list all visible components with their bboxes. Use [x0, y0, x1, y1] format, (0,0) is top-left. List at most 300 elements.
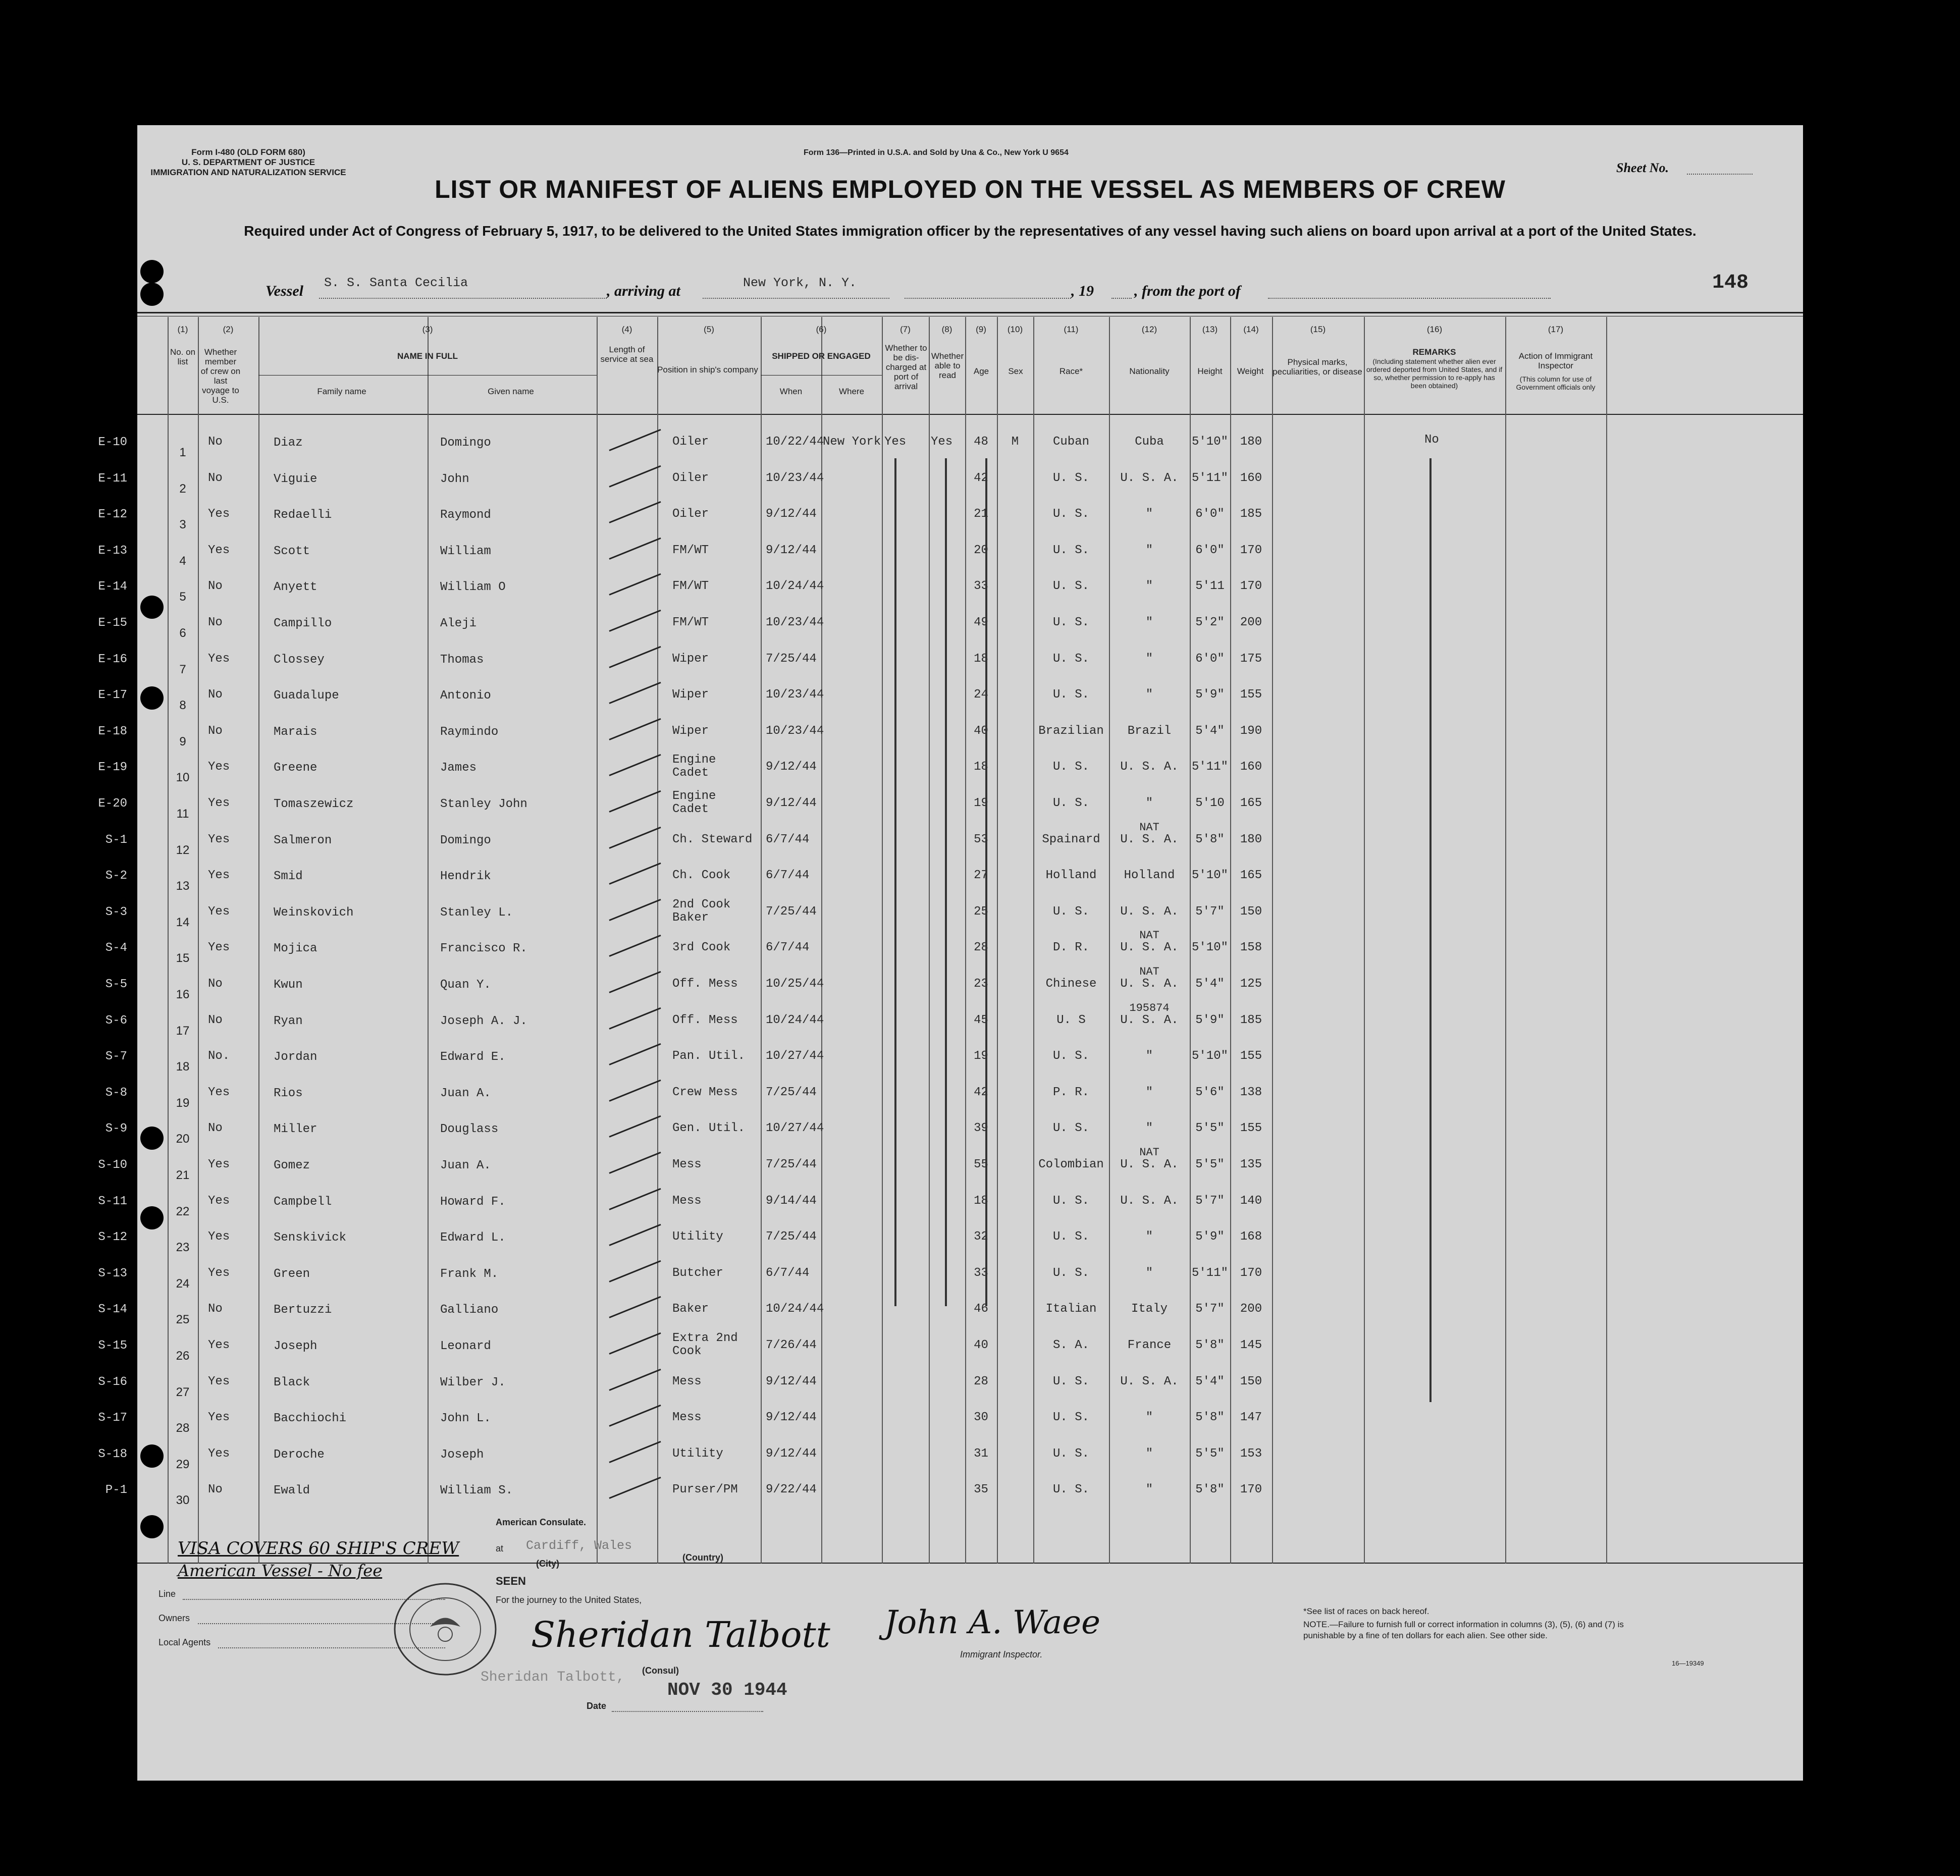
- row-last-voyage: Yes: [208, 1374, 230, 1388]
- row-given-name: Stanley John: [440, 797, 527, 811]
- row-margin-code: S-3: [105, 905, 127, 919]
- row-weight: 160: [1240, 760, 1262, 774]
- row-race: U. S.: [1052, 1374, 1089, 1388]
- service-tick-mark: [609, 1188, 661, 1210]
- arriving-label: , arriving at: [607, 283, 680, 299]
- row-last-voyage: No: [208, 435, 223, 449]
- row-shipped-when: 7/25/44: [766, 1085, 817, 1099]
- row-shipped-when: 7/25/44: [766, 904, 817, 919]
- col-member-last-voyage: Whether member of crew on last voyage to U.S.: [200, 347, 241, 405]
- row-position: FM/WT: [672, 616, 709, 629]
- row-weight: 165: [1240, 869, 1262, 883]
- row-nationality: U. S. A.: [1120, 941, 1179, 955]
- column-number: (13): [1202, 325, 1218, 334]
- row-last-voyage: Yes: [208, 1338, 230, 1352]
- row-position: Purser/PM: [672, 1483, 738, 1497]
- row-height: 5'10": [1191, 869, 1228, 883]
- row-race: U. S.: [1052, 1266, 1089, 1280]
- row-given-name: Antonio: [440, 689, 491, 703]
- row-last-voyage: No: [208, 1483, 223, 1497]
- row-given-name: Edward E.: [440, 1050, 506, 1064]
- row-number: 14: [176, 915, 190, 929]
- row-last-voyage: Yes: [208, 652, 230, 666]
- row-last-voyage: Yes: [208, 832, 230, 846]
- column-number: (12): [1141, 325, 1157, 334]
- row-number: 30: [176, 1493, 190, 1508]
- column-number: (15): [1310, 325, 1326, 334]
- row-number: 2: [179, 481, 186, 496]
- row-height: 5'7": [1195, 1302, 1225, 1316]
- row-number: 29: [176, 1457, 190, 1471]
- col-length-service: Length of service at sea: [600, 345, 654, 364]
- row-age: 40: [974, 1338, 988, 1352]
- row-weight: 180: [1240, 832, 1262, 846]
- service-tick-mark: [609, 1405, 661, 1427]
- row-number: 7: [179, 662, 186, 676]
- row-height: 6'0": [1195, 507, 1225, 521]
- row-margin-code: E-18: [98, 724, 127, 738]
- row-shipped-when: 10/25/44: [766, 977, 824, 991]
- row-age: 48: [974, 435, 988, 449]
- column-divider: [821, 317, 822, 1564]
- row-age: 53: [974, 832, 988, 846]
- row-family-name: Tomaszewicz: [274, 797, 354, 811]
- row-nationality: ": [1145, 1085, 1153, 1099]
- row-nationality: Italy: [1131, 1302, 1168, 1316]
- row-height: 5'10: [1195, 796, 1225, 810]
- service-tick-mark: [609, 1152, 661, 1174]
- column-divider: [258, 317, 259, 1564]
- form-identifier: [137, 147, 359, 178]
- col-action-inspector: Action of Immigrant Inspector: [1518, 351, 1593, 370]
- row-nationality: U. S. A.: [1120, 977, 1179, 991]
- row-weight: 147: [1240, 1411, 1262, 1425]
- service-tick-mark: [609, 826, 661, 848]
- row-shipped-when: 6/7/44: [766, 869, 810, 883]
- row-given-name: Galliano: [440, 1303, 499, 1317]
- document-title: LIST OR MANIFEST OF ALIENS EMPLOYED ON THE VESSEL AS MEMBERS OF CREW: [435, 175, 1506, 203]
- row-given-name: Domingo: [440, 833, 491, 847]
- col-age: Age: [973, 366, 989, 376]
- service-name: IMMIGRATION AND NATURALIZATION SERVICE: [150, 168, 346, 177]
- row-last-voyage: Yes: [208, 1446, 230, 1461]
- row-last-voyage: Yes: [208, 1085, 230, 1099]
- service-tick-mark: [609, 429, 661, 451]
- row-weight: 185: [1240, 1013, 1262, 1027]
- row-nationality: ": [1145, 1121, 1153, 1136]
- row-height: 5'4": [1195, 977, 1225, 991]
- row-family-name: Greene: [274, 761, 317, 775]
- ditto-line: [894, 458, 896, 1306]
- penalty-note: NOTE.—Failure to furnish full or correct information in columns (3), (5), (6) and (7) is punishable by a fine of ten dollars for each alien. See other side.: [1303, 1620, 1624, 1640]
- punch-hole: [140, 1206, 164, 1229]
- row-family-name: Scott: [274, 544, 310, 558]
- ditto-line: [1429, 458, 1432, 1402]
- row-position: Pan. Util.: [672, 1049, 746, 1063]
- row-height: 5'8": [1195, 1338, 1225, 1352]
- row-number: 25: [176, 1313, 190, 1327]
- name-subheader-rule: [258, 375, 597, 376]
- row-number: 22: [176, 1204, 190, 1218]
- row-given-name: Hendrik: [440, 870, 491, 884]
- row-margin-code: P-1: [105, 1483, 127, 1497]
- row-race: U. S.: [1052, 1049, 1089, 1063]
- row-height: 5'4": [1195, 1374, 1225, 1388]
- row-nationality: U. S. A.: [1120, 1374, 1179, 1388]
- row-shipped-when: 9/12/44: [766, 507, 817, 521]
- row-weight: 153: [1240, 1446, 1262, 1461]
- row-nationality: ": [1145, 1266, 1153, 1280]
- row-race: Italian: [1045, 1302, 1097, 1316]
- col-remarks: REMARKS: [1412, 347, 1456, 357]
- row-given-name: John L.: [440, 1412, 491, 1426]
- service-tick-mark: [609, 1441, 661, 1463]
- row-family-name: Weinskovich: [274, 905, 354, 920]
- column-number: (3): [422, 325, 433, 334]
- row-remarks: No: [1424, 433, 1439, 447]
- row-weight: 190: [1240, 724, 1262, 738]
- row-nationality: ": [1145, 652, 1153, 666]
- row-family-name: Redaelli: [274, 508, 332, 522]
- row-given-name: Aleji: [440, 617, 477, 630]
- row-position: Oiler: [672, 435, 709, 449]
- row-nationality-note: NAT: [1139, 821, 1159, 834]
- row-nationality: Cuba: [1135, 435, 1164, 449]
- row-race: Spainard: [1042, 832, 1100, 846]
- row-age: 40: [974, 724, 988, 738]
- column-divider: [761, 317, 762, 1564]
- inspector-label: Immigrant Inspector.: [960, 1649, 1043, 1659]
- punch-hole: [140, 260, 164, 283]
- row-shipped-when: 9/12/44: [766, 543, 817, 557]
- punch-hole: [140, 1515, 164, 1538]
- service-tick-mark: [609, 1332, 661, 1355]
- row-last-voyage: No: [208, 616, 223, 629]
- row-race: P. R.: [1052, 1085, 1089, 1099]
- column-divider: [882, 317, 883, 1564]
- col-where: Where: [838, 387, 865, 396]
- row-number: 4: [179, 554, 186, 568]
- row-last-voyage: Yes: [208, 941, 230, 955]
- row-height: 6'0": [1195, 652, 1225, 666]
- row-position: Mess: [672, 1158, 702, 1171]
- country-label: (Country): [682, 1552, 723, 1563]
- row-number: 11: [176, 807, 189, 821]
- row-margin-code: E-15: [98, 616, 127, 630]
- row-nationality: ": [1145, 688, 1153, 702]
- vessel-fee-note: American Vessel - No fee: [178, 1561, 383, 1580]
- row-race: U. S.: [1052, 1194, 1089, 1208]
- row-family-name: Senskivick: [274, 1231, 347, 1245]
- row-weight: 170: [1240, 543, 1262, 557]
- row-margin-code: S-10: [98, 1158, 127, 1172]
- row-age: 28: [974, 1374, 988, 1388]
- column-divider: [1505, 317, 1506, 1564]
- row-given-name: Joseph A. J.: [440, 1014, 527, 1028]
- row-given-name: Francisco R.: [440, 942, 527, 956]
- row-position: Butcher: [672, 1266, 723, 1280]
- column-number: (10): [1007, 325, 1023, 334]
- row-nationality: U. S. A.: [1120, 832, 1179, 846]
- row-given-name: Edward L.: [440, 1231, 506, 1245]
- row-race: U. S.: [1052, 1446, 1089, 1461]
- row-age: 18: [974, 652, 988, 666]
- row-margin-code: S-8: [105, 1086, 127, 1100]
- row-number: 13: [176, 879, 190, 893]
- row-margin-code: S-12: [98, 1230, 127, 1245]
- row-number: 26: [176, 1349, 190, 1363]
- row-weight: 150: [1240, 904, 1262, 919]
- row-shipped-when: 9/22/44: [766, 1483, 817, 1497]
- row-family-name: Salmeron: [274, 833, 332, 847]
- row-position: Oiler: [672, 471, 709, 485]
- row-last-voyage: Yes: [208, 1411, 230, 1425]
- row-age: 39: [974, 1121, 988, 1136]
- column-number: (17): [1548, 325, 1564, 334]
- row-race: U. S.: [1052, 543, 1089, 557]
- consul-name: Sheridan Talbott,: [481, 1670, 625, 1685]
- row-nationality: ": [1145, 1446, 1153, 1461]
- row-height: 5'11": [1191, 760, 1228, 774]
- row-nationality: U. S. A.: [1120, 760, 1179, 774]
- punch-hole: [140, 1444, 164, 1468]
- row-number: 6: [179, 626, 186, 640]
- department: U. S. DEPARTMENT OF JUSTICE: [181, 157, 315, 167]
- row-position: Off. Mess: [672, 1013, 738, 1027]
- row-position: Wiper: [672, 688, 709, 702]
- row-position: Mess: [672, 1194, 702, 1208]
- row-family-name: Bertuzzi: [274, 1303, 332, 1317]
- col-given-name: Given name: [488, 387, 534, 396]
- row-position: Utility: [672, 1446, 723, 1461]
- service-tick-mark: [609, 790, 661, 813]
- row-margin-code: S-5: [105, 978, 127, 991]
- row-last-voyage: Yes: [208, 507, 230, 521]
- page-number: 148: [1712, 272, 1749, 294]
- row-weight: 155: [1240, 1049, 1262, 1063]
- row-weight: 185: [1240, 507, 1262, 521]
- row-age: 21: [974, 507, 988, 521]
- row-nationality: ": [1145, 796, 1153, 810]
- row-nationality: U. S. A.: [1120, 1194, 1179, 1208]
- row-shipped-when: 7/25/44: [766, 652, 817, 666]
- row-weight: 125: [1240, 977, 1262, 991]
- row-family-name: Guadalupe: [274, 689, 339, 703]
- row-margin-code: S-15: [98, 1339, 127, 1353]
- punch-hole: [140, 686, 164, 710]
- row-weight: 200: [1240, 1302, 1262, 1316]
- row-weight: 170: [1240, 579, 1262, 594]
- row-shipped-when: 9/12/44: [766, 1446, 817, 1461]
- punch-hole: [140, 1127, 164, 1150]
- row-weight: 180: [1240, 435, 1262, 449]
- row-nationality-note: NAT: [1139, 1146, 1159, 1159]
- row-race: U. S.: [1052, 796, 1089, 810]
- column-divider: [997, 317, 998, 1564]
- row-margin-code: S-13: [98, 1266, 127, 1280]
- row-last-voyage: No: [208, 1121, 223, 1136]
- column-number: (1): [177, 325, 188, 334]
- row-given-name: Stanley L.: [440, 905, 513, 920]
- row-shipped-when: 10/27/44: [766, 1049, 824, 1063]
- row-family-name: Kwun: [274, 978, 303, 992]
- row-position: Crew Mess: [672, 1085, 738, 1099]
- form-id: Form I-480 (OLD FORM 680): [191, 147, 305, 157]
- form-code: 16—19349: [1672, 1659, 1704, 1667]
- row-weight: 165: [1240, 796, 1262, 810]
- row-family-name: Campbell: [274, 1195, 332, 1209]
- consulate-label: American Consulate.: [496, 1517, 587, 1527]
- row-shipped-when: 7/25/44: [766, 1230, 817, 1244]
- column-divider: [597, 317, 598, 1564]
- from-port-line: [1268, 298, 1551, 299]
- row-shipped-when: 10/24/44: [766, 579, 824, 594]
- journey-label: For the journey to the United States,: [496, 1595, 642, 1605]
- row-weight: 155: [1240, 1121, 1262, 1136]
- column-number: (9): [976, 325, 986, 334]
- row-family-name: Green: [274, 1267, 310, 1281]
- table-top-rule: [137, 312, 1803, 313]
- row-last-voyage: No: [208, 1013, 223, 1027]
- row-given-name: Frank M.: [440, 1267, 499, 1281]
- column-number: (4): [621, 325, 632, 334]
- column-divider: [198, 317, 199, 1564]
- row-age: 19: [974, 796, 988, 810]
- service-tick-mark: [609, 1260, 661, 1282]
- row-weight: 135: [1240, 1158, 1262, 1171]
- row-age: 24: [974, 688, 988, 702]
- column-number: (5): [704, 325, 714, 334]
- row-shipped-when: 6/7/44: [766, 832, 810, 846]
- row-sex: M: [1011, 435, 1019, 449]
- column-number: (7): [900, 325, 911, 334]
- row-weight: 170: [1240, 1483, 1262, 1497]
- row-margin-code: S-1: [105, 833, 127, 847]
- row-shipped-when: 10/23/44: [766, 724, 824, 738]
- row-family-name: Smid: [274, 870, 303, 884]
- row-given-name: Juan A.: [440, 1086, 491, 1100]
- row-given-name: Howard F.: [440, 1195, 506, 1209]
- row-age: 33: [974, 1266, 988, 1280]
- service-tick-mark: [609, 1043, 661, 1065]
- table-bottom-rule: [137, 1563, 1803, 1564]
- sheet-no-label: Sheet No.: [1616, 160, 1669, 175]
- row-margin-code: S-17: [98, 1411, 127, 1425]
- row-race: Colombian: [1038, 1158, 1104, 1171]
- service-tick-mark: [609, 863, 661, 885]
- row-age: 31: [974, 1446, 988, 1461]
- row-nationality: Holland: [1124, 869, 1175, 883]
- row-shipped-when: 7/26/44: [766, 1338, 817, 1352]
- row-age: 35: [974, 1483, 988, 1497]
- row-number: 10: [176, 771, 190, 785]
- col-action-note: (This column for use of Government officials only: [1516, 375, 1596, 391]
- row-shipped-when: 10/24/44: [766, 1302, 824, 1316]
- row-last-voyage: Yes: [208, 1158, 230, 1171]
- row-nationality-note: NAT: [1139, 929, 1159, 942]
- consular-seal-icon: [390, 1579, 501, 1680]
- row-margin-code: E-12: [98, 508, 127, 522]
- row-given-name: Quan Y.: [440, 978, 491, 992]
- row-shipped-when: 9/14/44: [766, 1194, 817, 1208]
- date-line: [905, 298, 1071, 299]
- row-margin-code: S-2: [105, 869, 127, 883]
- row-age: 19: [974, 1049, 988, 1063]
- row-age: 30: [974, 1411, 988, 1425]
- row-family-name: Miller: [274, 1122, 317, 1137]
- row-race: Brazilian: [1038, 724, 1104, 738]
- row-margin-code: S-14: [98, 1303, 127, 1317]
- row-last-voyage: Yes: [208, 796, 230, 810]
- row-height: 5'10": [1191, 941, 1228, 955]
- service-tick-mark: [609, 646, 661, 668]
- row-race: U. S.: [1052, 688, 1089, 702]
- row-nationality: ": [1145, 1230, 1153, 1244]
- column-number: (8): [941, 325, 952, 334]
- row-height: 5'10": [1191, 1049, 1228, 1063]
- arriving-port: New York, N. Y.: [743, 276, 857, 290]
- row-position: Gen. Util.: [672, 1121, 746, 1136]
- row-height: 5'11": [1191, 471, 1228, 485]
- row-family-name: Black: [274, 1375, 310, 1389]
- row-family-name: Deroche: [274, 1448, 325, 1462]
- row-given-name: Thomas: [440, 653, 484, 667]
- row-nationality: ": [1145, 507, 1153, 521]
- row-position: Utility: [672, 1230, 723, 1244]
- row-age: 42: [974, 1085, 988, 1099]
- row-height: 5'5": [1195, 1121, 1225, 1136]
- vessel-label: Vessel: [266, 283, 303, 299]
- seen-label: SEEN: [496, 1575, 526, 1587]
- year-label: , 19: [1071, 283, 1094, 299]
- column-number: (16): [1426, 325, 1443, 334]
- column-divider: [1272, 317, 1273, 1564]
- row-race: D. R.: [1052, 941, 1089, 955]
- row-race: U. S.: [1052, 616, 1089, 629]
- row-last-voyage: Yes: [208, 543, 230, 557]
- row-number: 27: [176, 1385, 190, 1399]
- row-number: 17: [176, 1024, 190, 1038]
- line-label: Line: [158, 1589, 176, 1599]
- consul-label: (Consul): [642, 1666, 679, 1676]
- row-height: 5'10": [1191, 435, 1228, 449]
- row-shipped-when: 6/7/44: [766, 941, 810, 955]
- row-number: 8: [179, 699, 186, 713]
- row-family-name: Campillo: [274, 617, 332, 630]
- row-weight: 158: [1240, 941, 1262, 955]
- row-nationality: U. S. A.: [1120, 1158, 1179, 1171]
- service-tick-mark: [609, 1080, 661, 1102]
- row-height: 5'9": [1195, 1230, 1225, 1244]
- row-height: 5'8": [1195, 1411, 1225, 1425]
- row-last-voyage: No: [208, 977, 223, 991]
- row-age: 18: [974, 760, 988, 774]
- row-nationality-note: NAT: [1139, 966, 1159, 978]
- col-weight: Weight: [1237, 366, 1264, 376]
- row-number: 21: [176, 1168, 190, 1182]
- col-nationality: Nationality: [1129, 366, 1170, 376]
- row-race: U. S.: [1052, 507, 1089, 521]
- col-physical-marks: Physical marks, peculiarities, or disease: [1273, 357, 1362, 377]
- shipped-subheader-rule: [761, 375, 882, 376]
- document-subtitle: Required under Act of Congress of February 5, 1917, to be delivered to the United States immigration officer by the representatives of any vessel having such aliens on board upon arrival at a port of the United States.: [244, 223, 1697, 239]
- row-number: 28: [176, 1421, 190, 1435]
- at-label: at: [496, 1543, 504, 1553]
- row-margin-code: E-17: [98, 688, 127, 703]
- row-weight: 168: [1240, 1230, 1262, 1244]
- row-position: Off. Mess: [672, 977, 738, 991]
- row-shipped-when: 10/24/44: [766, 1013, 824, 1027]
